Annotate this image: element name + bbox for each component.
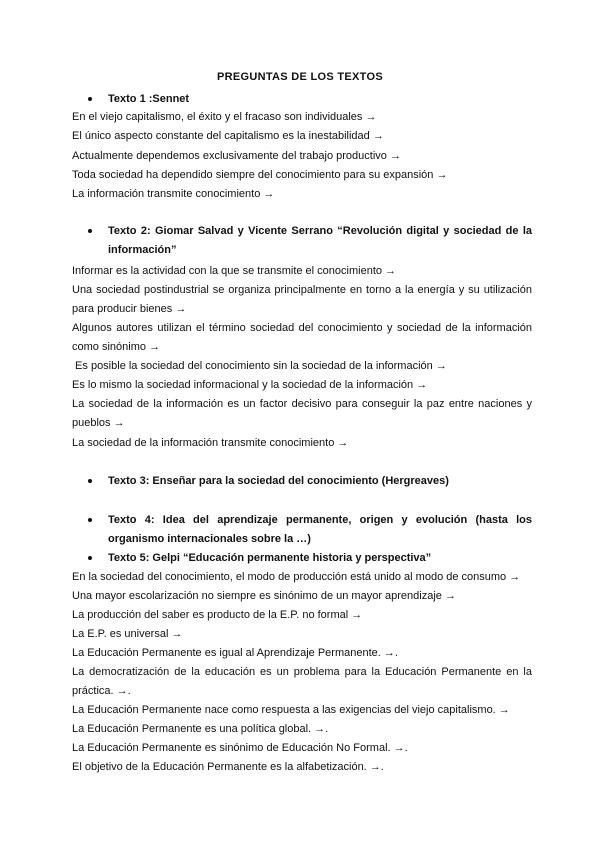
question-item: Es lo mismo la sociedad informacional y la sociedad de la información → bbox=[72, 379, 428, 391]
question-item: La Educación Permanente nace como respuesta a las exigencias del viejo capitalismo. → bbox=[72, 704, 510, 716]
section-heading-texto-4: Texto 4: Idea del aprendizaje permanente, origen y evolución (hasta los organismo internacionales sobre la …) bbox=[88, 511, 532, 549]
bullet-icon bbox=[88, 97, 92, 101]
question-item: En el viejo capitalismo, el éxito y el fracaso son individuales → bbox=[72, 111, 377, 123]
question-item: Informar es la actividad con la que se transmite el conocimiento → bbox=[72, 265, 397, 277]
question-item: El único aspecto constante del capitalismo es la inestabilidad → bbox=[72, 130, 384, 142]
question-item: Una mayor escolarización no siempre es sinónimo de un mayor aprendizaje → bbox=[72, 590, 456, 602]
document-title: PREGUNTAS DE LOS TEXTOS bbox=[216, 71, 383, 83]
question-item: La Educación Permanente es sinónimo de Educación No Formal. →. bbox=[72, 742, 408, 754]
question-item: La sociedad de la información es un factor decisivo para conseguir la paz entre naciones y pueblos → bbox=[72, 398, 532, 429]
section-heading-texto-1: Texto 1 :Sennet bbox=[88, 90, 532, 109]
question-item: El objetivo de la Educación Permanente es la alfabetización. →. bbox=[72, 761, 384, 773]
bullet-icon bbox=[88, 518, 92, 522]
question-item: La E.P. es universal → bbox=[72, 628, 183, 640]
question-item: Algunos autores utilizan el término sociedad del conocimiento y sociedad de la información como sinónimo → bbox=[72, 322, 532, 353]
section-heading-texto-3: Texto 3: Enseñar para la sociedad del conocimiento (Hergreaves) bbox=[88, 472, 532, 491]
question-item: La información transmite conocimiento → bbox=[72, 188, 275, 200]
question-item: Toda sociedad ha dependido siempre del conocimiento para su expansión → bbox=[72, 169, 448, 181]
section-heading-texto-5: Texto 5: Gelpi “Educación permanente historia y perspectiva” bbox=[88, 549, 532, 568]
section-heading-texto-2: Texto 2: Giomar Salvad y Vicente Serrano “Revolución digital y sociedad de la información” bbox=[88, 222, 532, 260]
question-item: La sociedad de la información transmite conocimiento → bbox=[72, 437, 349, 449]
question-item: La Educación Permanente es una política global. →. bbox=[72, 723, 329, 735]
question-item: Una sociedad postindustrial se organiza principalmente en torno a la energía y su utilización para producir bienes → bbox=[72, 284, 532, 315]
question-item: La producción del saber es producto de la E.P. no formal → bbox=[72, 609, 363, 621]
question-item: Es posible la sociedad del conocimiento sin la sociedad de la información → bbox=[72, 360, 447, 372]
question-item: En la sociedad del conocimiento, el modo de producción está unido al modo de consumo → bbox=[72, 571, 521, 583]
question-item: La Educación Permanente es igual al Aprendizaje Permanente. →. bbox=[72, 647, 398, 659]
bullet-icon bbox=[88, 479, 92, 483]
bullet-icon bbox=[88, 229, 92, 233]
question-item: La democratización de la educación es un problema para la Educación Permanente en la práctica. →. bbox=[72, 666, 532, 697]
question-item: Actualmente dependemos exclusivamente del trabajo productivo → bbox=[72, 150, 401, 162]
bullet-icon bbox=[88, 556, 92, 560]
